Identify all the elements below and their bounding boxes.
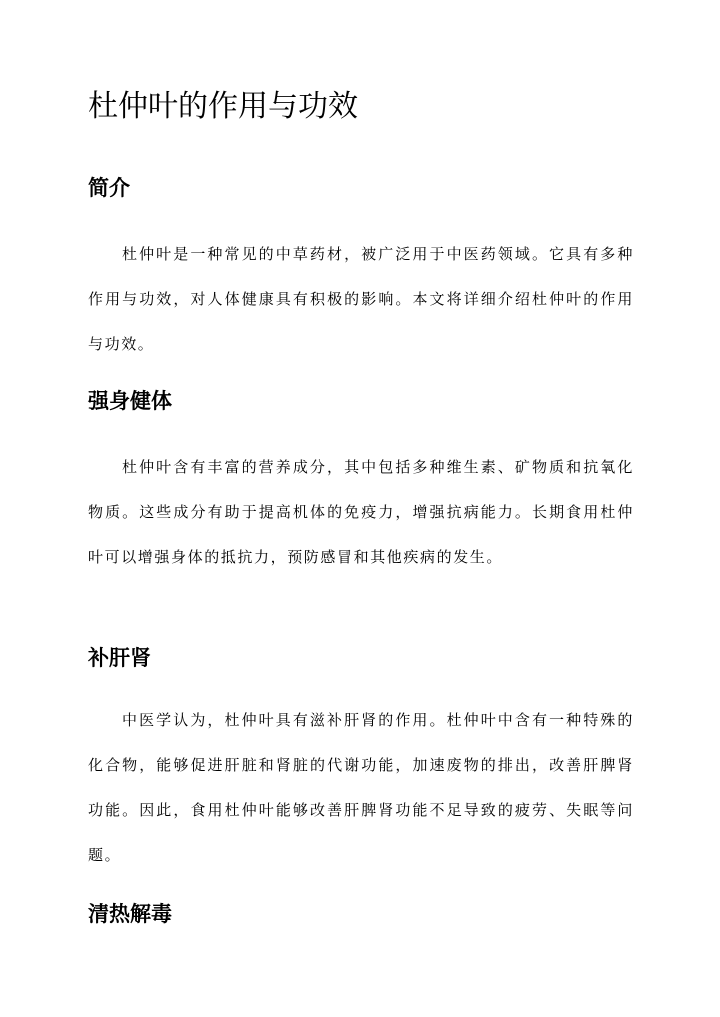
section-paragraph-intro: 杜仲叶是一种常见的中草药材，被广泛用于中医药领域。它具有多种作用与功效，对人体健康具有积极的影响。本文将详细介绍杜仲叶的作用与功效。 bbox=[88, 245, 634, 353]
section-heading-strengthen-body: 强身健体 bbox=[88, 389, 172, 413]
section-paragraph-strengthen-body: 杜仲叶含有丰富的营养成分，其中包括多种维生素、矿物质和抗氧化物质。这些成分有助于提高机体的免疫力，增强抗病能力。长期食用杜仲叶可以增强身体的抵抗力，预防感冒和其他疾病的发生。 bbox=[88, 458, 634, 566]
document-title: 杜仲叶的作用与功效 bbox=[88, 89, 358, 124]
section-heading-nourish-liver-kidney: 补肝肾 bbox=[88, 646, 151, 670]
section-paragraph-nourish-liver-kidney: 中医学认为，杜仲叶具有滋补肝肾的作用。杜仲叶中含有一种特殊的化合物，能够促进肝脏和肾脏的代谢功能，加速废物的排出，改善肝脾肾功能。因此，食用杜仲叶能够改善肝脾肾功能不足导致的疲劳、失眠等问题。 bbox=[88, 711, 634, 864]
section-heading-clear-heat-detox: 清热解毒 bbox=[88, 902, 172, 926]
section-heading-intro: 简介 bbox=[88, 176, 130, 200]
